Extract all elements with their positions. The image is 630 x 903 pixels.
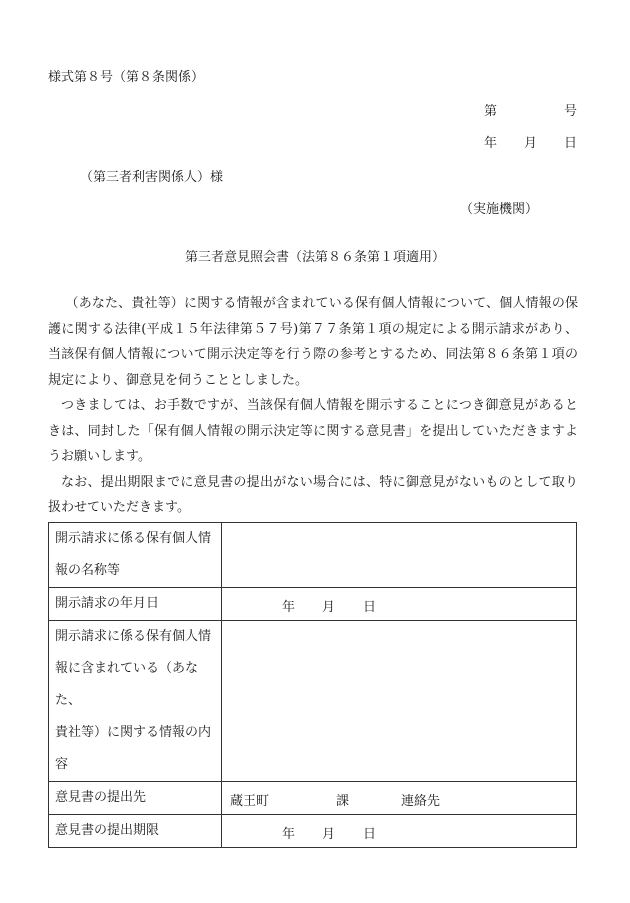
request-date-day: 日 — [363, 600, 377, 615]
body-paragraph-2: つきましては、お手数ですが、当該保有個人情報を開示することにつき御意見があるときは、同封した「保有個人情報の開示決定等に関する意見書」を提出していただきますようお願いします。 — [48, 398, 578, 464]
table-row-info-name — [49, 523, 577, 588]
table-row-info-content — [49, 621, 577, 782]
label-request-date: 開示請求の年月日 — [49, 588, 222, 621]
issue-date-month: 月 — [524, 136, 538, 151]
addressee: （第三者利害関係人）様 — [80, 170, 224, 185]
request-date-year: 年 — [282, 600, 296, 615]
value-submission-deadline — [222, 815, 577, 848]
destination-town: 蔵王町 — [230, 794, 270, 809]
issue-date-day: 日 — [564, 136, 578, 151]
table-row-request-date — [49, 588, 577, 621]
number-prefix: 第 — [484, 104, 498, 119]
label-info-content: 開示請求に係る保有個人情 報に含まれている（あなた、 貴社等）に関する情報の内 容 — [49, 621, 222, 782]
label-submission-deadline: 意見書の提出期限 — [49, 815, 222, 848]
body-paragraph-3: なお、提出期限までに意見書の提出がない場合には、特に御意見がないものとして取り扱わせていただきます。 — [48, 474, 578, 515]
destination-contact: 連絡先 — [401, 794, 441, 809]
table-row-submission-deadline — [49, 815, 577, 848]
label-info-name: 開示請求に係る保有個人情 報の名称等 — [49, 523, 222, 588]
body-text — [48, 291, 578, 521]
value-request-date — [222, 588, 577, 621]
deadline-month: 月 — [322, 827, 336, 842]
number-suffix: 号 — [564, 104, 578, 119]
inquiry-info-table — [48, 522, 577, 848]
implementing-agency: （実施機関） — [460, 202, 539, 217]
label-submission-destination: 意見書の提出先 — [49, 782, 222, 815]
body-paragraph-1: （あなた、貴社等）に関する情報が含まれている保有個人情報について、個人情報の保護に関する法律(平成１５年法律第５７号)第７７条第１項の規定による開示請求があり、当該保有個人情報について開示決定等を行う際の参考とするため、同法第８６条第１項の規定により、御意見を伺うこととしました。 — [48, 296, 578, 388]
table-row-submission-destination — [49, 782, 577, 815]
destination-section: 課 — [336, 794, 350, 809]
value-submission-destination — [222, 782, 577, 815]
value-info-content — [222, 621, 577, 782]
form-number: 様式第８号（第８条関係） — [48, 70, 205, 85]
issue-date-year: 年 — [484, 136, 498, 151]
deadline-year: 年 — [282, 827, 296, 842]
deadline-day: 日 — [363, 827, 377, 842]
value-info-name — [222, 523, 577, 588]
request-date-month: 月 — [322, 600, 336, 615]
document-title: 第三者意見照会書（法第８６条第１項適用） — [184, 250, 445, 265]
